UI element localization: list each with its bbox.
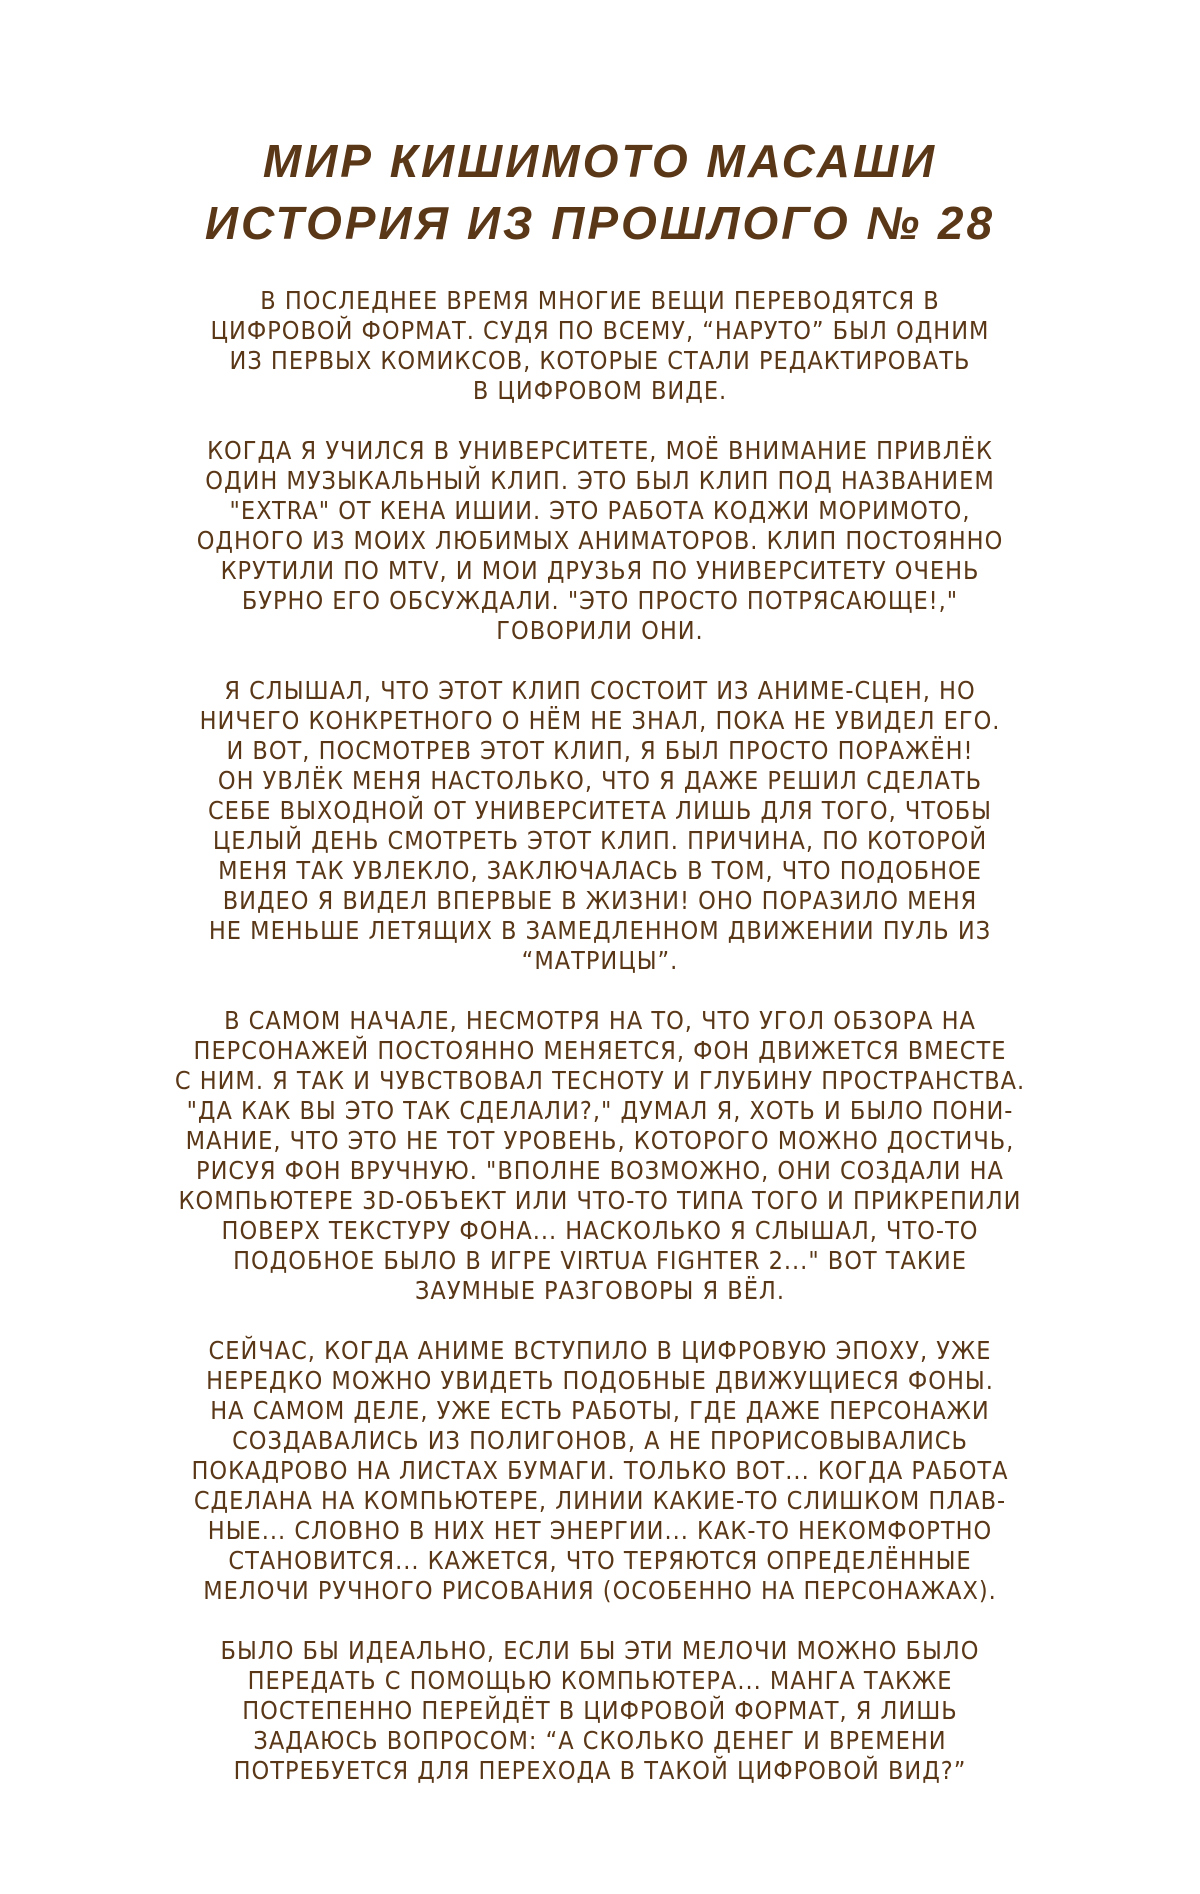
text-line: СДЕЛАНА НА КОМПЬЮТЕРЕ, ЛИНИИ КАКИЕ-ТО СЛИШКОМ ПЛАВ- — [193, 1486, 1007, 1515]
text-line: ПОВЕРХ ТЕКСТУРУ ФОНА... НАСКОЛЬКО Я СЛЫШАЛ, ЧТО-ТО — [221, 1216, 979, 1245]
text-line: ПЕРЕДАТЬ С ПОМОЩЬЮ КОМПЬЮТЕРА... МАНГА ТАКЖЕ — [247, 1666, 953, 1695]
text-line: НА САМОМ ДЕЛЕ, УЖЕ ЕСТЬ РАБОТЫ, ГДЕ ДАЖЕ ПЕРСОНАЖИ — [210, 1396, 990, 1425]
text-line: СТАНОВИТСЯ... КАЖЕТСЯ, ЧТО ТЕРЯЮТСЯ ОПРЕДЕЛЁННЫЕ — [228, 1546, 972, 1575]
text-line: “МАТРИЦЫ”. — [521, 946, 679, 975]
text-line: "ДА КАК ВЫ ЭТО ТАК СДЕЛАЛИ?," ДУМАЛ Я, ХОТЬ И БЫЛО ПОНИ- — [186, 1096, 1014, 1125]
text-line: СОЗДАВАЛИСЬ ИЗ ПОЛИГОНОВ, А НЕ ПРОРИСОВЫВАЛИСЬ — [232, 1426, 968, 1455]
paragraph-6 — [120, 1636, 1080, 1786]
text-line: И ВОТ, ПОСМОТРЕВ ЭТОТ КЛИП, Я БЫЛ ПРОСТО ПОРАЖЁН! — [226, 736, 974, 765]
text-line: КОМПЬЮТЕРЕ 3D-ОБЪЕКТ ИЛИ ЧТО-ТО ТИПА ТОГО И ПРИКРЕПИЛИ — [178, 1186, 1022, 1215]
text-line: ИЗ ПЕРВЫХ КОМИКСОВ, КОТОРЫЕ СТАЛИ РЕДАКТИРОВАТЬ — [229, 346, 971, 375]
text-line: ЦИФРОВОЙ ФОРМАТ. СУДЯ ПО ВСЕМУ, “НАРУТО” БЫЛ ОДНИМ — [210, 316, 990, 345]
text-line: БЫЛО БЫ ИДЕАЛЬНО, ЕСЛИ БЫ ЭТИ МЕЛОЧИ МОЖНО БЫЛО — [220, 1636, 980, 1665]
text-line: ЦЕЛЫЙ ДЕНЬ СМОТРЕТЬ ЭТОТ КЛИП. ПРИЧИНА, ПО КОТОРОЙ — [212, 826, 988, 855]
page-title — [0, 130, 1200, 254]
text-line: МЕНЯ ТАК УВЛЕКЛО, ЗАКЛЮЧАЛАСЬ В ТОМ, ЧТО ПОДОБНОЕ — [218, 856, 982, 885]
text-line: НЫЕ... СЛОВНО В НИХ НЕТ ЭНЕРГИИ... КАК-ТО НЕКОМФОРТНО — [207, 1516, 993, 1545]
text-line: КОГДА Я УЧИЛСЯ В УНИВЕРСИТЕТЕ, МОЁ ВНИМАНИЕ ПРИВЛЁК — [207, 436, 993, 465]
text-line: ОДИН МУЗЫКАЛЬНЫЙ КЛИП. ЭТО БЫЛ КЛИП ПОД НАЗВАНИЕМ — [205, 466, 995, 495]
title-line-1: МИР КИШИМОТО МАСАШИ — [262, 135, 938, 187]
text-line: ПОТРЕБУЕТСЯ ДЛЯ ПЕРЕХОДА В ТАКОЙ ЦИФРОВОЙ ВИД?” — [233, 1756, 967, 1785]
text-line: МЕЛОЧИ РУЧНОГО РИСОВАНИЯ (ОСОБЕННО НА ПЕРСОНАЖАХ). — [203, 1576, 997, 1605]
paragraph-3 — [120, 676, 1080, 976]
text-line: ВИДЕО Я ВИДЕЛ ВПЕРВЫЕ В ЖИЗНИ! ОНО ПОРАЗИЛО МЕНЯ — [222, 886, 978, 915]
text-line: В ЦИФРОВОМ ВИДЕ. — [472, 376, 728, 405]
text-line: СЕБЕ ВЫХОДНОЙ ОТ УНИВЕРСИТЕТА ЛИШЬ ДЛЯ ТОГО, ЧТОБЫ — [207, 796, 993, 825]
text-line: ПОКАДРОВО НА ЛИСТАХ БУМАГИ. ТОЛЬКО ВОТ... КОГДА РАБОТА — [191, 1456, 1009, 1485]
text-line: НИЧЕГО КОНКРЕТНОГО О НЁМ НЕ ЗНАЛ, ПОКА НЕ УВИДЕЛ ЕГО. — [199, 706, 1001, 735]
text-line: Я СЛЫШАЛ, ЧТО ЭТОТ КЛИП СОСТОИТ ИЗ АНИМЕ-СЦЕН, НО — [224, 676, 976, 705]
text-line: ПОСТЕПЕННО ПЕРЕЙДЁТ В ЦИФРОВОЙ ФОРМАТ, Я ЛИШЬ — [242, 1696, 958, 1725]
text-line: "EXTRA" ОТ КЕНА ИШИИ. ЭТО РАБОТА КОДЖИ МОРИМОТО, — [229, 496, 971, 525]
text-line: ГОВОРИЛИ ОНИ. — [496, 616, 704, 645]
title-line-2: ИСТОРИЯ ИЗ ПРОШЛОГО № 28 — [204, 197, 996, 249]
text-line: ПЕРСОНАЖЕЙ ПОСТОЯННО МЕНЯЕТСЯ, ФОН ДВИЖЕТСЯ ВМЕСТЕ — [193, 1036, 1007, 1065]
text-line: РИСУЯ ФОН ВРУЧНУЮ. "ВПОЛНЕ ВОЗМОЖНО, ОНИ СОЗДАЛИ НА — [196, 1156, 1004, 1185]
paragraph-4 — [120, 1006, 1080, 1306]
text-line: ЗАДАЮСЬ ВОПРОСОМ: “А СКОЛЬКО ДЕНЕГ И ВРЕМЕНИ — [253, 1726, 947, 1755]
text-line: С НИМ. Я ТАК И ЧУВСТВОВАЛ ТЕСНОТУ И ГЛУБИНУ ПРОСТРАНСТВА. — [174, 1066, 1026, 1095]
text-line: В САМОМ НАЧАЛЕ, НЕСМОТРЯ НА ТО, ЧТО УГОЛ ОБЗОРА НА — [224, 1006, 976, 1035]
text-line: СЕЙЧАС, КОГДА АНИМЕ ВСТУПИЛО В ЦИФРОВУЮ ЭПОХУ, УЖЕ — [208, 1336, 992, 1365]
text-line: НЕ МЕНЬШЕ ЛЕТЯЩИХ В ЗАМЕДЛЕННОМ ДВИЖЕНИИ ПУЛЬ ИЗ — [208, 916, 992, 945]
text-line: МАНИЕ, ЧТО ЭТО НЕ ТОТ УРОВЕНЬ, КОТОРОГО МОЖНО ДОСТИЧЬ, — [185, 1126, 1015, 1155]
text-line: НЕРЕДКО МОЖНО УВИДЕТЬ ПОДОБНЫЕ ДВИЖУЩИЕСЯ ФОНЫ. — [206, 1366, 994, 1395]
text-line: ОДНОГО ИЗ МОИХ ЛЮБИМЫХ АНИМАТОРОВ. КЛИП ПОСТОЯННО — [196, 526, 1004, 555]
paragraph-1 — [120, 286, 1080, 406]
article-body — [120, 286, 1080, 1816]
text-line: ПОДОБНОЕ БЫЛО В ИГРЕ VIRTUA FIGHTER 2..." ВОТ ТАКИЕ — [233, 1246, 967, 1275]
paragraph-5 — [120, 1336, 1080, 1606]
text-line: В ПОСЛЕДНЕЕ ВРЕМЯ МНОГИЕ ВЕЩИ ПЕРЕВОДЯТСЯ В — [260, 286, 940, 315]
paragraph-2 — [120, 436, 1080, 646]
text-line: КРУТИЛИ ПО MTV, И МОИ ДРУЗЬЯ ПО УНИВЕРСИТЕТУ ОЧЕНЬ — [220, 556, 980, 585]
text-line: ОН УВЛЁК МЕНЯ НАСТОЛЬКО, ЧТО Я ДАЖЕ РЕШИЛ СДЕЛАТЬ — [217, 766, 983, 795]
text-line: БУРНО ЕГО ОБСУЖДАЛИ. "ЭТО ПРОСТО ПОТРЯСАЮЩЕ!," — [241, 586, 959, 615]
text-line: ЗАУМНЫЕ РАЗГОВОРЫ Я ВЁЛ. — [415, 1276, 785, 1305]
